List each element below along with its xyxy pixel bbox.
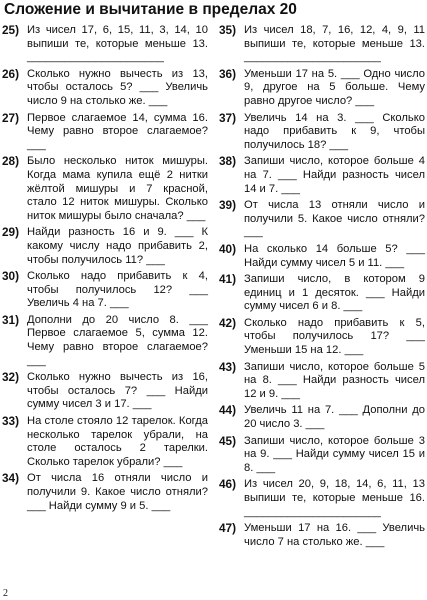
task-number: 32) (2, 370, 20, 385)
task-32 (2, 371, 208, 412)
task-39 (219, 199, 425, 240)
task-number: 42) (219, 315, 237, 330)
task-text: На сколько 14 больше 5? ___ Найди сумму чисел 5 и 11. ___ (244, 242, 425, 269)
task-number: 34) (2, 471, 20, 486)
task-number: 31) (2, 312, 20, 327)
task-text: Из чисел 17, 6, 15, 11, 3, 14, 10 выпиши те, которые меньше 13. ______________________ (27, 24, 208, 64)
task-47 (219, 522, 425, 549)
task-number: 38) (219, 154, 237, 169)
task-27 (2, 112, 208, 153)
task-30 (2, 270, 208, 311)
task-number: 27) (2, 110, 20, 125)
task-28 (2, 155, 208, 223)
task-number: 25) (2, 23, 20, 37)
task-43 (219, 361, 425, 402)
task-44 (219, 404, 425, 431)
task-35 (219, 24, 425, 65)
task-text: Сколько надо прибавить к 5, чтобы получилось 17? ___ Уменьши 15 на 12. ___ (244, 316, 425, 357)
task-45 (219, 435, 425, 476)
task-text: Сколько надо прибавить к 4, чтобы получилось 12? ___ Увеличь 4 на 7. ___ (27, 270, 208, 310)
left-column (2, 24, 208, 516)
task-number: 44) (219, 403, 237, 418)
task-text: Запиши число, которое больше 3 на 9. ___ Найди сумму чисел 15 и 8. ___ (244, 434, 425, 474)
page-title: Сложение и вычитание в пределах 20 (4, 1, 297, 18)
page-number: 2 (3, 588, 8, 599)
task-text: Найди разность 16 и 9. ___ К какому числу надо прибавить 2, чтобы получилось 11? ___ (27, 226, 208, 266)
task-number: 40) (219, 241, 237, 256)
task-number: 45) (219, 433, 237, 448)
task-42 (219, 317, 425, 358)
task-text: Уменьши 17 на 5. ___ Одно число 9, другое на 5 больше. Чему равно другое число? ___ (244, 67, 425, 107)
task-36 (219, 68, 425, 109)
task-number: 43) (219, 359, 237, 374)
task-text: Из чисел 18, 7, 16, 12, 4, 9, 11 выпиши те, которые меньше 13. ______________________ (244, 24, 425, 64)
task-text: Запиши число, которое больше 5 на 8. ___ Найди разность чисел 12 и 9. ___ (244, 360, 425, 400)
task-text: Сколько нужно вычесть из 16, чтобы осталось 7? ___ Найди сумму чисел 3 и 17. ___ (27, 371, 208, 411)
task-text: Сколько нужно вычесть из 13, чтобы осталось 5? ___ Увеличь число 9 на столько же. ___ (27, 67, 208, 107)
task-number: 28) (2, 154, 20, 169)
task-number: 33) (2, 414, 20, 429)
task-text: На столе стояло 12 тарелок. Когда несколько тарелок убрали, на столе осталось 2 тарелки. Сколько тарелок убрали? ___ (27, 415, 208, 468)
task-29 (2, 226, 208, 267)
task-number: 30) (2, 269, 20, 284)
task-34 (2, 472, 208, 513)
task-31 (2, 314, 208, 368)
task-text: Увеличь 11 на 7. ___ Дополни до 20 число 3. ___ (244, 404, 425, 431)
task-number: 39) (219, 198, 237, 213)
task-number: 41) (219, 272, 237, 287)
task-text: От числа 13 отняли число и получили 5. Какое число отняли? ___ (244, 199, 425, 239)
task-25 (2, 24, 208, 65)
task-number: 37) (219, 110, 237, 125)
task-number: 26) (2, 66, 20, 81)
task-number: 36) (219, 66, 237, 81)
right-column (219, 24, 425, 552)
task-number: 29) (2, 225, 20, 240)
task-text: Из чисел 20, 9, 18, 14, 6, 11, 13 выпиши те, которые меньше 16. ______________________ (244, 478, 425, 518)
task-37 (219, 112, 425, 153)
task-text: Увеличь 14 на 3. ___ Сколько надо прибавить к 9, чтобы получилось 18? ___ (244, 111, 425, 151)
task-text: Дополни до 20 число 8. ___ Первое слагаемое 5, сумма 12. Чему равно второе слагаемое? ___ (27, 313, 208, 367)
task-26 (2, 68, 208, 109)
task-text: От числа 16 отняли число и получили 9. Какое число отняли? ___ Найди сумму 9 и 5. ___ (27, 472, 208, 512)
task-46 (219, 478, 425, 519)
task-number: 35) (219, 23, 237, 37)
task-text: Запиши число, которое больше 4 на 7. ___ Найди разность чисел 14 и 7. ___ (244, 155, 425, 195)
task-41 (219, 273, 425, 314)
task-text: Запиши число, в котором 9 единиц и 1 десяток. ___ Найди сумму чисел 6 и 8. ___ (244, 273, 425, 313)
task-text: Было несколько ниток мишуры. Когда мама купила ещё 2 нитки жёлтой мишуры и 7 красной, стало 12 ниток мишуры. Сколько ниток мишуры было сначала? ___ (27, 155, 208, 222)
task-33 (2, 415, 208, 469)
task-40 (219, 243, 425, 270)
task-number: 47) (219, 521, 237, 536)
task-38 (219, 155, 425, 196)
task-text: Уменьши 17 на 16. ___ Увеличь число 7 на столько же. ___ (244, 522, 425, 548)
task-text: Первое слагаемое 14, сумма 16. Чему равно второе слагаемое? ___ (27, 111, 208, 151)
task-number: 46) (219, 477, 237, 492)
